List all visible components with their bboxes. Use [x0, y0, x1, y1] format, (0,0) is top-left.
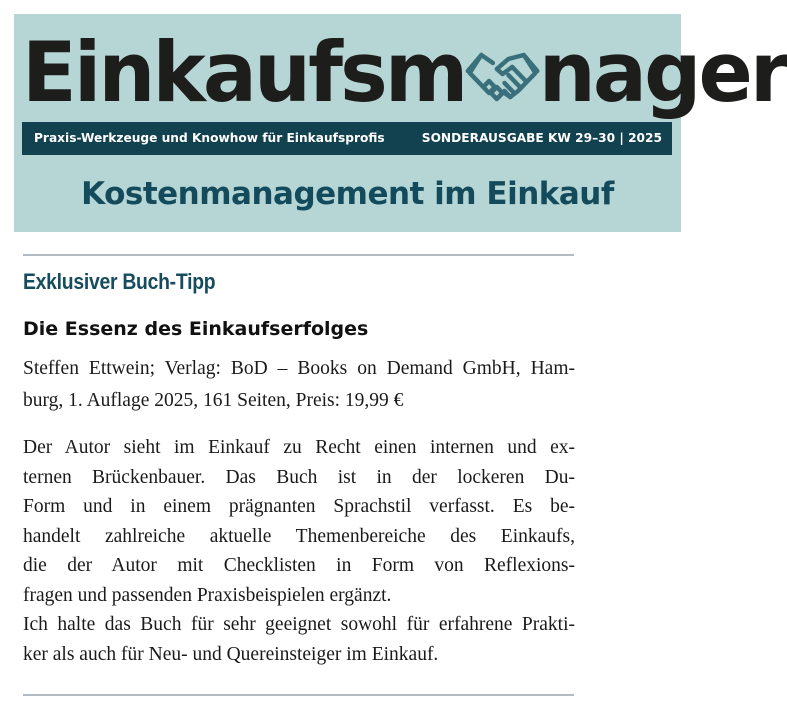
review-text	[23, 433, 575, 669]
review-line: Der Autor sieht im Einkauf zu Recht einen internen und ex-	[23, 437, 575, 458]
bibliography-line: burg, 1. Auflage 2025, 161 Seiten, Preis: 19,99 €	[23, 390, 404, 411]
review-line: fragen und passenden Praxisbeispielen ergänzt.	[23, 584, 392, 606]
tagline-banner	[22, 122, 672, 155]
logo-text-end: nager	[538, 24, 787, 121]
edition-label: SONDERAUSGABE KW 29–30 | 2025	[421, 131, 662, 145]
review-line: Form und in einem prägnanten Sprachstil verfasst. Es be-	[23, 496, 575, 517]
tagline: Praxis-Werkzeuge und Knowhow für Einkaufsprofis	[34, 131, 385, 145]
bibliography-line: Steffen Ettwein; Verlag: BoD – Books on Demand GmbH, Ham-	[23, 358, 575, 379]
bibliography	[23, 353, 575, 417]
book-title: Die Essenz des Einkaufserfolges	[23, 318, 369, 340]
review-line: handelt zahlreiche aktuelle Themenbereiche des Einkaufs,	[23, 525, 575, 547]
review-line: Ich halte das Buch für sehr geeignet sowohl für erfahrene Prakti-	[23, 614, 575, 635]
masthead	[14, 14, 787, 232]
divider-bottom	[23, 694, 574, 696]
review-line: ker als auch für Neu- und Quereinsteiger im Einkauf.	[23, 643, 439, 665]
handshake-icon	[464, 22, 541, 86]
section-label: Exklusiver Buch-Tipp	[23, 269, 216, 294]
review-line: die der Autor mit Checklisten in Form von Reflexions-	[23, 555, 575, 576]
divider-top	[23, 254, 574, 256]
logo-text-start: Einkaufsm	[22, 24, 466, 121]
issue-subtitle: Kostenmanagement im Einkauf	[81, 176, 614, 212]
review-line: ternen Brückenbauer. Das Buch ist in der lockeren Du-	[23, 466, 575, 488]
logo	[22, 18, 787, 128]
